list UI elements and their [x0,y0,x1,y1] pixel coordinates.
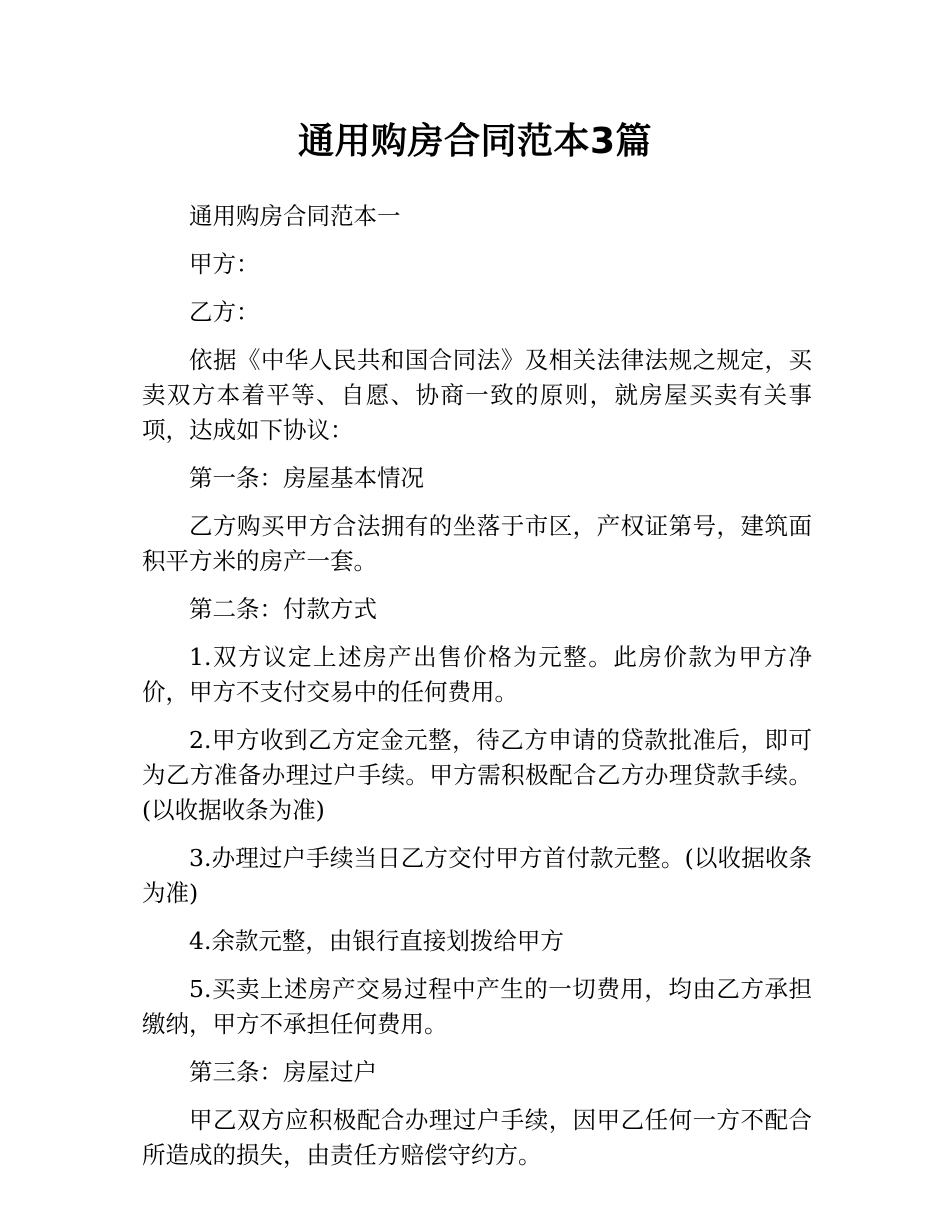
article-three-heading: 第三条：房屋过户 [189,1058,377,1086]
article-one-heading: 第一条：房屋基本情况 [189,464,424,492]
party-a-line: 甲方： [189,250,260,278]
payment-clause-2: 2.甲方收到乙方定金元整，待乙方申请的贷款批准后，即可为乙方准备办理过户手续。甲方需积极配合乙方办理贷款手续。(以收据收条为准) [142,726,812,824]
party-b-line: 乙方： [189,298,260,326]
payment-clause-4: 4.余款元整，由银行直接划拨给甲方 [189,927,564,955]
document-title: 通用购房合同范本3篇 [297,121,653,162]
document-body [142,199,812,1186]
payment-clause-1: 1.双方议定上述房产出售价格为元整。此房价款为甲方净价，甲方不支付交易中的任何费用。 [142,643,812,706]
payment-clause-3: 3.办理过户手续当日乙方交付甲方首付款元整。(以收据收条为准) [142,844,812,907]
payment-clause-5: 5.买卖上述房产交易过程中产生的一切费用，均由乙方承担缴纳，甲方不承担任何费用。 [142,975,812,1038]
preamble-paragraph: 依据《中华人民共和国合同法》及相关法律法规之规定，买卖双方本着平等、自愿、协商一致的原则，就房屋买卖有关事项，达成如下协议： [142,346,812,444]
section-heading-contract-one: 通用购房合同范本一 [189,202,401,230]
article-three-text: 甲乙双方应积极配合办理过户手续，因甲乙任何一方不配合所造成的损失，由责任方赔偿守约方。 [142,1106,812,1169]
article-one-text: 乙方购买甲方合法拥有的坐落于市区，产权证第号，建筑面积平方米的房产一套。 [142,512,812,575]
article-two-heading: 第二条：付款方式 [189,595,377,623]
